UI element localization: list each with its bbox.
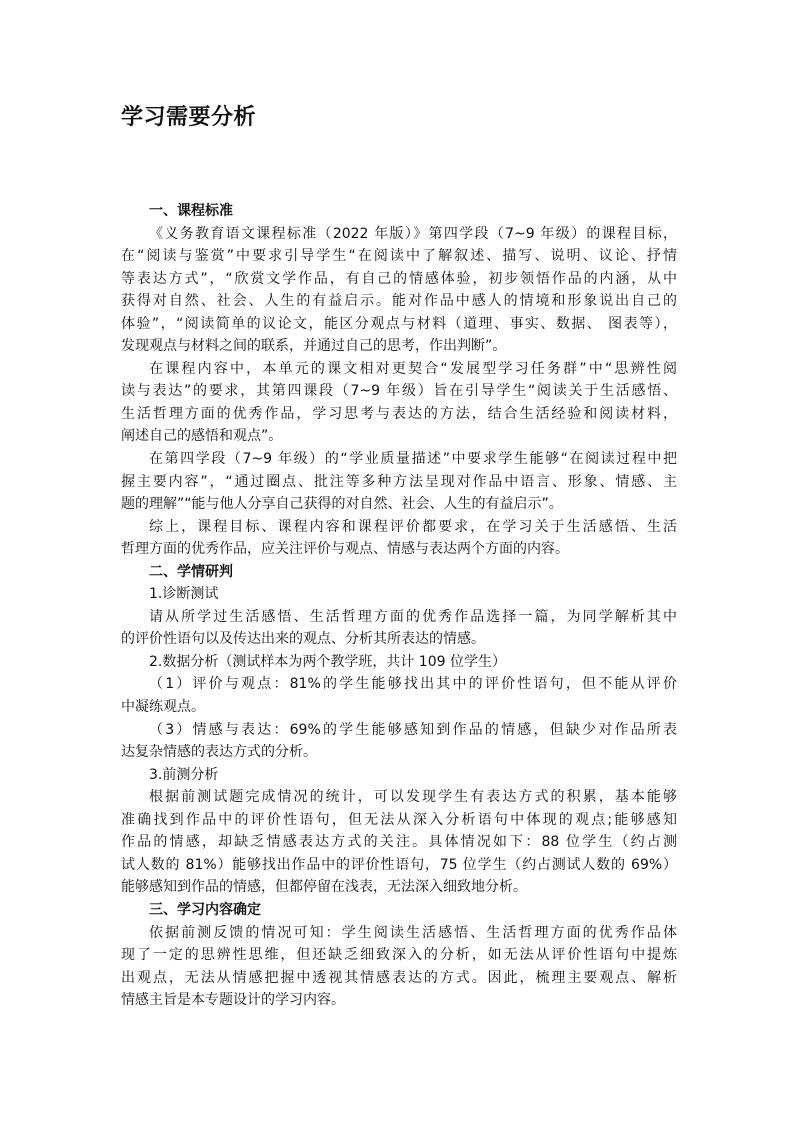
text-line: 根据前测试题完成情况的统计，可以发现学生有表达方式的积累，基本能够: [149, 789, 677, 806]
subheading-data-analysis: 2.数据分析（测试样本为两个教学班，共计 109 位学生）: [149, 653, 506, 670]
text-line: 在“阅读与鉴赏”中要求引导学生“在阅读中了解叙述、描写、说明、议论、抒情: [121, 248, 677, 265]
subheading-pretest-analysis: 3.前测分析: [149, 766, 219, 783]
text-line: 在第四学段（7~9 年级）的“学业质量描述”中要求学生能够“在阅读过程中把: [149, 451, 677, 468]
heading-learning-content: 三、学习内容确定: [149, 901, 261, 918]
text-line: 现了一定的思辨性思维，但还缺乏细致深入的分析，如无法从评价性语句中提炼: [121, 947, 677, 964]
text-line: 请从所学过生活感悟、生活哲理方面的优秀作品选择一篇，为同学解析其中: [149, 608, 677, 625]
text-line: 中凝练观点。: [121, 699, 205, 716]
text-line: 读与表达”的要求，其第四课段（7~9 年级）旨在引导学生“阅读关于生活感悟、: [121, 383, 677, 400]
text-line: 情感主旨是本专题设计的学习内容。: [121, 992, 345, 1009]
text-line: 握主要内容”，“通过圈点、批注等多种方法呈现对作品中语言、形象、情感、主: [121, 473, 677, 490]
text-line: 的评价性语句以及传达出来的观点、分析其所表达的情感。: [121, 631, 485, 648]
text-line: 哲理方面的优秀作品，应关注评价与观点、情感与表达两个方面的内容。: [121, 541, 569, 558]
text-line: 依据前测反馈的情况可知：学生阅读生活感悟、生活哲理方面的优秀作品体: [149, 924, 677, 941]
text-line: 试人数的 81%）能够找出作品中的评价性语句，75 位学生（约占测试人数的 69%）: [121, 856, 677, 873]
text-line: 生活哲理方面的优秀作品，学习思考与表达的方法，结合生活经验和阅读材料，: [121, 405, 677, 422]
text-line: 发现观点与材料之间的联系，并通过自己的思考，作出判断”。: [121, 338, 507, 355]
text-line: 《义务教育语文课程标准（2022 年版）》第四学段（7~9 年级）的课程目标，: [149, 225, 677, 242]
text-line: 综上，课程目标、课程内容和课程评价都要求，在学习关于生活感悟、生活: [149, 518, 677, 535]
page-title: 学习需要分析: [121, 105, 257, 130]
document-body: [121, 200, 677, 1012]
heading-curriculum-standard: 一、课程标准: [149, 203, 233, 219]
text-line: 达复杂情感的表达方式的分析。: [121, 744, 317, 761]
text-line: （3）情感与表达：69%的学生能够感知到作品的情感，但缺少对作品所表: [149, 721, 677, 738]
text-line: 在课程内容中，本单元的课文相对更契合“发展型学习任务群”中“思辨性阅: [149, 360, 677, 377]
text-line: 能够感知到作品的情感，但都停留在浅表，无法深入细致地分析。: [121, 879, 527, 896]
text-line: 阐述自己的感悟和观点”。: [121, 428, 283, 445]
text-line: 题的理解”“能与他人分享自己获得的对自然、社会、人生的有益启示”。: [121, 496, 563, 513]
text-line: 体验”，“阅读简单的议论文，能区分观点与材料（道理、事实、数据、 图表等），: [121, 315, 677, 332]
text-line: 获得对自然、社会、人生的有益启示。能对作品中感人的情境和形象说出自己的: [121, 293, 677, 310]
text-line: 出观点，无法从情感把握中透视其情感表达的方式。因此，梳理主要观点、解析: [121, 969, 677, 986]
heading-student-analysis: 二、学情研判: [149, 563, 233, 580]
text-line: 准确找到作品中的评价性语句，但无法从深入分析语句中体现的观点;能够感知: [121, 811, 677, 828]
subheading-diagnostic-test: 1.诊断测试: [149, 586, 219, 603]
text-line: 等表达方式”，“欣赏文学作品，有自己的情感体验，初步领悟作品的内涵，从中: [121, 270, 677, 287]
text-line: 作品的情感，却缺乏情感表达方式的关注。具体情况如下：88 位学生（约占测: [121, 834, 677, 851]
text-line: （1）评价与观点：81%的学生能够找出其中的评价性语句，但不能从评价: [149, 676, 677, 693]
